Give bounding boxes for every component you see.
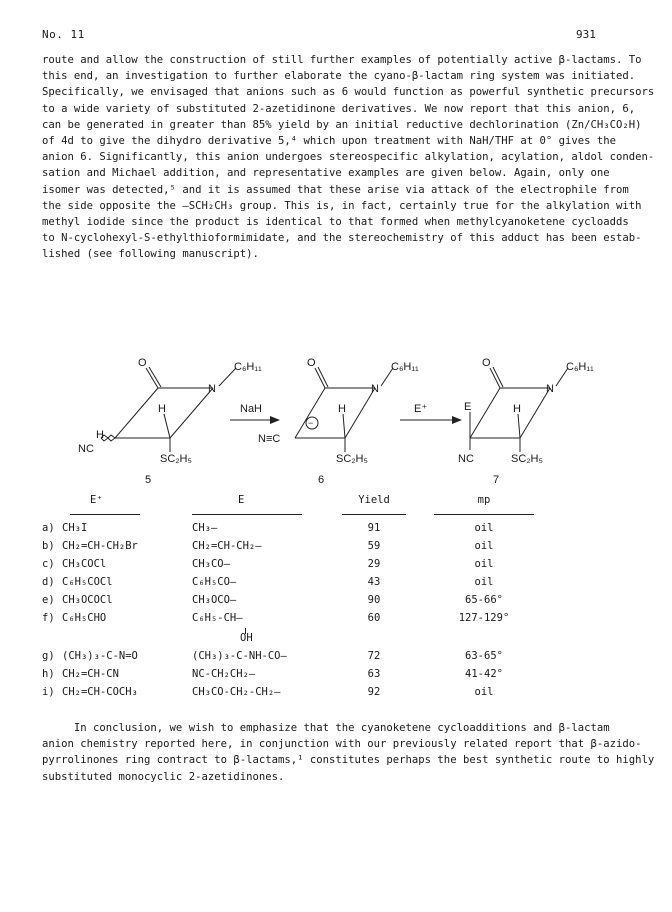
- melting-point: 65-66°: [465, 594, 503, 606]
- minus-sign: −: [308, 418, 314, 428]
- substituent-e: CH₂=CH-CH₂–: [192, 540, 262, 552]
- electrophile-reagent: C₆H₅CHO: [62, 612, 107, 624]
- melting-point: oil: [474, 558, 494, 570]
- electrophile-reagent: CH₃COCl: [62, 558, 107, 570]
- row-label: g): [42, 650, 55, 662]
- row-label: b): [42, 540, 55, 552]
- table-row: [42, 650, 642, 668]
- conclusion-paragraph: [42, 720, 655, 785]
- row-label: f): [42, 612, 55, 624]
- ring-nitrogen-label: N: [208, 383, 216, 395]
- cyclohexyl-label: C₆H₁₁: [566, 361, 594, 373]
- row-label: i): [42, 686, 55, 698]
- row-label: c): [42, 558, 55, 570]
- page-number: 931: [576, 28, 596, 41]
- body-line: can be generated in greater than 85% yield by an initial reductive dechlorination (Zn/CH₃CO₂H): [42, 118, 642, 131]
- compound-number-label: 5: [145, 474, 152, 486]
- header-rule: [192, 514, 302, 515]
- yield-value: 72: [367, 650, 381, 662]
- body-line: Specifically, we envisaged that anions such as 6 would function as powerful synthetic precursors: [42, 86, 655, 99]
- substituent-e: CH₃CO–: [192, 558, 230, 570]
- column-header: Yield: [358, 494, 390, 506]
- cyclohexyl-label: C₆H₁₁: [234, 361, 262, 373]
- hydrogen-label: H: [338, 403, 346, 415]
- yield-value: 92: [367, 686, 381, 698]
- body-line: isomer was detected,⁵ and it is assumed that these arise via attack of the electrophile from: [42, 183, 629, 196]
- table-row: [42, 686, 642, 704]
- electrophile-reagent: CH₂=CH-CN: [62, 668, 119, 680]
- arrow-head: [452, 416, 462, 424]
- melting-point: 41-42°: [465, 668, 503, 680]
- carbonyl-oxygen-label: O: [138, 357, 147, 369]
- thioethyl-label: SC₂H₅: [160, 453, 192, 465]
- compound-7-structure: [458, 357, 594, 486]
- header-rule: [70, 514, 140, 515]
- body-line: substituted monocyclic 2-azetidinones.: [42, 770, 285, 783]
- body-line: pyrrolinones ring contract to β-lactams,¹ constitutes perhaps the best synthetic route to highly: [42, 754, 655, 767]
- reagent-label: NaH: [240, 403, 263, 415]
- hydrogen-label: H: [158, 403, 166, 415]
- table-row: [42, 668, 642, 686]
- column-header: E⁺: [90, 494, 103, 506]
- melting-point: oil: [474, 540, 494, 552]
- hydrogen-label: H: [96, 429, 104, 441]
- column-header: E: [238, 494, 245, 506]
- row-label: h): [42, 668, 55, 680]
- melting-point: oil: [474, 522, 494, 534]
- yield-value: 91: [367, 522, 381, 534]
- body-line: anion 6. Significantly, this anion undergoes stereospecific alkylation, acylation, aldol conden-: [42, 151, 655, 164]
- nitrile-label: NC: [78, 443, 94, 455]
- electrophile-reagent: CH₂=CH-COCH₃: [62, 686, 138, 698]
- thioethyl-label: SC₂H₅: [336, 453, 368, 465]
- table-row: [42, 594, 642, 612]
- electrophile-group-label: E: [464, 401, 472, 413]
- melting-point: 127-129°: [458, 612, 510, 624]
- substituent-e: CH₃CO-CH₂-CH₂–: [192, 686, 281, 698]
- substituent-e: C₆H₅-CH–: [192, 612, 243, 624]
- electrophile-label: E⁺: [414, 403, 428, 415]
- compound-number-label: 6: [318, 474, 325, 486]
- hydroxyl-label: OH: [240, 632, 253, 644]
- hydrogen-label: H: [513, 403, 521, 415]
- cyclohexyl-label: C₆H₁₁: [391, 361, 419, 373]
- substituent-e: CH₃OCO–: [192, 594, 237, 606]
- melting-point: 63-65°: [465, 650, 503, 662]
- melting-point: oil: [474, 686, 494, 698]
- body-line: lished (see following manuscript).: [42, 248, 259, 261]
- electrophile-reagent: (CH₃)₃-C-N=O: [62, 650, 138, 662]
- body-line: methyl iodide since the product is identical to that formed when methylcyanoketene cycloadds: [42, 216, 629, 229]
- table-header-row: [42, 494, 642, 512]
- table-row: [42, 540, 642, 558]
- electrophile-reagent: CH₂=CH-CH₂Br: [62, 540, 138, 552]
- table-row: [42, 576, 642, 594]
- journal-issue-number: No. 11: [42, 28, 85, 41]
- electrophile-reagent: CH₃OCOCl: [62, 594, 113, 606]
- carbonyl-oxygen-label: O: [482, 357, 491, 369]
- column-header: mp: [477, 494, 491, 506]
- body-line: of 4d to give the dihydro derivative 5,⁴ which upon treatment with NaH/THF at 0° gives the: [42, 135, 617, 148]
- body-line: the side opposite the –SCH₂CH₃ group. This is, in fact, certainly true for the alkylation with: [42, 199, 642, 212]
- substituent-e: (CH₃)₃-C-NH-CO–: [192, 650, 287, 662]
- body-line: anion chemistry reported here, in conjunction with our previously related report that β-azido-: [42, 738, 642, 751]
- body-line: sation and Michael addition, and representative examples are given below. Again, only one: [42, 167, 610, 180]
- body-line: route and allow the construction of still further examples of potentially active β-lactams. To: [42, 54, 642, 66]
- substituent-e: C₆H₅CO–: [192, 576, 237, 588]
- yield-value: 43: [367, 576, 381, 588]
- body-line: In conclusion, we wish to emphasize that the cyanoketene cycloadditions and β-lactam: [42, 722, 610, 734]
- melting-point: oil: [474, 576, 494, 588]
- compound-number-label: 7: [493, 474, 500, 486]
- compound-5-structure: [78, 357, 262, 486]
- body-line: to N-cyclohexyl-S-ethylthioformimidate, and the stereochemistry of this adduct has been estab-: [42, 232, 642, 245]
- thioethyl-label: SC₂H₅: [511, 453, 543, 465]
- table-row: [42, 558, 642, 576]
- table-row: [42, 612, 642, 646]
- arrow-head: [270, 416, 280, 424]
- ring-nitrogen-label: N: [546, 383, 554, 395]
- row-label: d): [42, 576, 55, 588]
- header-rule: [342, 514, 406, 515]
- body-line: to a wide variety of substituted 2-azetidinone derivatives. We now report that this anion, 6,: [42, 102, 636, 115]
- yield-value: 29: [367, 558, 381, 570]
- table-row: [42, 522, 642, 540]
- cyano-group-label: N≡C: [258, 433, 281, 445]
- substituent-e: NC-CH₂CH₂–: [192, 668, 256, 680]
- nitrile-label: NC: [458, 453, 474, 465]
- yield-value: 59: [367, 540, 381, 552]
- yield-value: 90: [367, 594, 381, 606]
- electrophile-reagent: CH₃I: [62, 522, 88, 534]
- body-line: this end, an investigation to further elaborate the cyano-β-lactam ring system was initiated.: [42, 70, 636, 83]
- row-label: a): [42, 522, 55, 534]
- reaction-scheme: [0, 340, 672, 490]
- yield-value: 60: [367, 612, 381, 624]
- substituent-e: CH₃–: [192, 522, 218, 534]
- row-label: e): [42, 594, 55, 606]
- carbonyl-oxygen-label: O: [307, 357, 316, 369]
- compound-6-structure: [258, 357, 419, 486]
- ring-nitrogen-label: N: [371, 383, 379, 395]
- body-paragraph: [42, 52, 655, 263]
- header-rule: [434, 514, 534, 515]
- electrophile-reagent: C₆H₅COCl: [62, 576, 113, 588]
- yield-value: 63: [367, 668, 381, 680]
